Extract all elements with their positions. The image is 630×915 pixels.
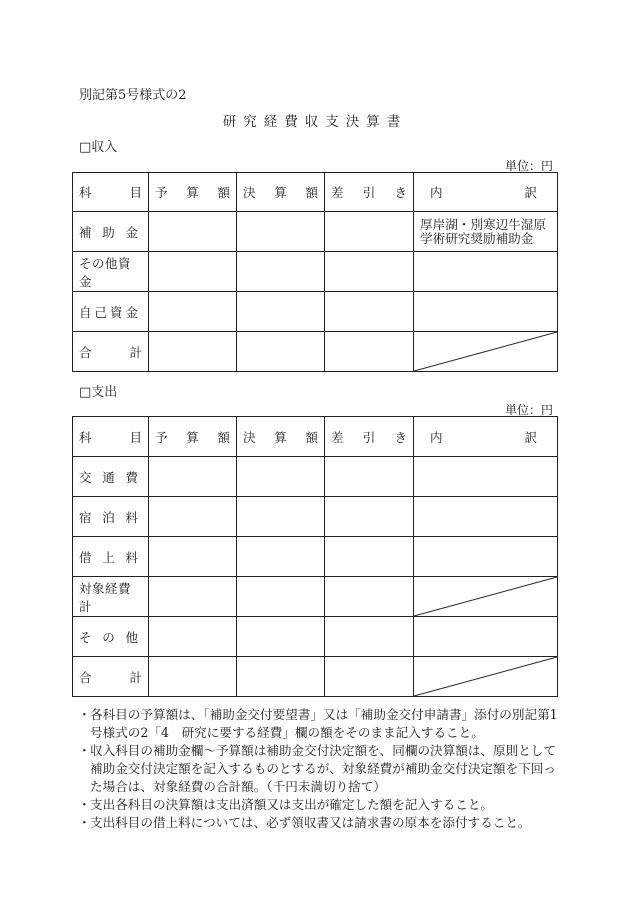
income-section-label: □収入 <box>79 140 118 155</box>
header-budget: 予 算 額 <box>149 173 237 212</box>
budget-cell[interactable] <box>149 577 237 617</box>
budget-cell[interactable] <box>149 292 237 332</box>
expense-unit-label: 単位：円 <box>504 403 553 417</box>
breakdown-cell[interactable] <box>414 252 558 292</box>
actual-cell[interactable] <box>237 617 325 657</box>
row-label: 交 通 費 <box>73 457 149 497</box>
row-label: 補 助 金 <box>73 212 149 252</box>
actual-cell[interactable] <box>237 537 325 577</box>
header-difference: 差 引 き <box>325 417 414 457</box>
breakdown-cell[interactable] <box>414 212 558 252</box>
difference-cell[interactable] <box>325 537 414 577</box>
breakdown-cell[interactable] <box>414 497 558 537</box>
note-item: ・ 支出科目の借上料については、必ず領収書又は請求書の原本を添付すること。 <box>78 815 531 830</box>
document-title: 研究経費収支決算書 <box>222 114 408 130</box>
budget-cell[interactable] <box>149 537 237 577</box>
header-breakdown: 内 訳 <box>414 173 558 212</box>
income-unit-label: 単位：円 <box>504 159 553 173</box>
income-row-own-funds <box>73 292 558 332</box>
actual-cell[interactable] <box>237 332 325 372</box>
header-budget: 予 算 額 <box>149 417 237 457</box>
actual-cell[interactable] <box>237 457 325 497</box>
income-row-other-funds <box>73 252 558 292</box>
breakdown-cell[interactable] <box>414 292 558 332</box>
subsidy-note: 厚岸湖・別寒辺牛湿原学術研究奨励補助金 <box>420 216 546 246</box>
income-table <box>72 172 558 372</box>
expense-table <box>72 416 558 697</box>
note-item: ・ 収入科目の補助金欄～予算額は補助金交付決定額を、同欄の決算額は、原則として補助金交付決定額を記入するものとするが、対象経費が補助金交付決定額を下回った場合は、対象経費の合計額。（千円未満切り捨て） <box>78 743 556 794</box>
row-label: 宿 泊 料 <box>73 497 149 537</box>
note-item: ・ 各科目の予算額は、「補助金交付要望書」又は「補助金交付申請書」添付の別記第1号様式の2「4 研究に要する経費」欄の額をそのまま記入すること。 <box>78 707 558 740</box>
diagonal-strike <box>414 657 557 696</box>
row-label: そ の 他 <box>73 617 149 657</box>
expense-row-total <box>73 657 558 697</box>
actual-cell[interactable] <box>237 292 325 332</box>
difference-cell[interactable] <box>325 292 414 332</box>
actual-cell[interactable] <box>237 577 325 617</box>
breakdown-cell[interactable] <box>414 617 558 657</box>
expense-header-row <box>73 417 558 457</box>
breakdown-cell-struck <box>414 577 558 617</box>
note-item: ・ 支出各科目の決算額は支出済額又は支出が確定した額を記入すること。 <box>78 797 493 812</box>
expense-row-transport <box>73 457 558 497</box>
row-label: 自 己 資 金 <box>73 292 149 332</box>
header-subject: 科 目 <box>73 173 149 212</box>
form-label: 別記第5号様式の2 <box>79 88 187 103</box>
expense-row-rental <box>73 537 558 577</box>
budget-cell[interactable] <box>149 252 237 292</box>
diagonal-strike <box>414 332 557 371</box>
budget-cell[interactable] <box>149 497 237 537</box>
actual-cell[interactable] <box>237 657 325 697</box>
breakdown-cell[interactable] <box>414 537 558 577</box>
difference-cell[interactable] <box>325 497 414 537</box>
budget-cell[interactable] <box>149 457 237 497</box>
difference-cell[interactable] <box>325 252 414 292</box>
breakdown-cell-struck <box>414 332 558 372</box>
difference-cell[interactable] <box>325 457 414 497</box>
header-breakdown: 内 訳 <box>414 417 558 457</box>
budget-cell[interactable] <box>149 332 237 372</box>
actual-cell[interactable] <box>237 212 325 252</box>
income-row-subsidy <box>73 212 558 252</box>
actual-cell[interactable] <box>237 252 325 292</box>
breakdown-cell[interactable] <box>414 457 558 497</box>
expense-row-lodging <box>73 497 558 537</box>
header-actual: 決 算 額 <box>237 173 325 212</box>
income-row-total <box>73 332 558 372</box>
row-label: その他資金 <box>73 252 149 292</box>
expense-row-eligible-total <box>73 577 558 617</box>
breakdown-cell-struck <box>414 657 558 697</box>
row-label: 借 上 料 <box>73 537 149 577</box>
difference-cell[interactable] <box>325 332 414 372</box>
budget-cell[interactable] <box>149 657 237 697</box>
expense-row-other <box>73 617 558 657</box>
difference-cell[interactable] <box>325 617 414 657</box>
diagonal-strike <box>414 577 557 616</box>
header-subject: 科 目 <box>73 417 149 457</box>
header-actual: 決 算 額 <box>237 417 325 457</box>
row-label: 対象経費計 <box>73 577 149 617</box>
difference-cell[interactable] <box>325 657 414 697</box>
expense-section-label: □支出 <box>79 385 118 400</box>
header-difference: 差 引 き <box>325 173 414 212</box>
income-header-row <box>73 173 558 212</box>
difference-cell[interactable] <box>325 212 414 252</box>
budget-cell[interactable] <box>149 617 237 657</box>
actual-cell[interactable] <box>237 497 325 537</box>
row-label: 合 計 <box>73 657 149 697</box>
row-label: 合 計 <box>73 332 149 372</box>
difference-cell[interactable] <box>325 577 414 617</box>
budget-cell[interactable] <box>149 212 237 252</box>
notes-list <box>78 706 564 832</box>
